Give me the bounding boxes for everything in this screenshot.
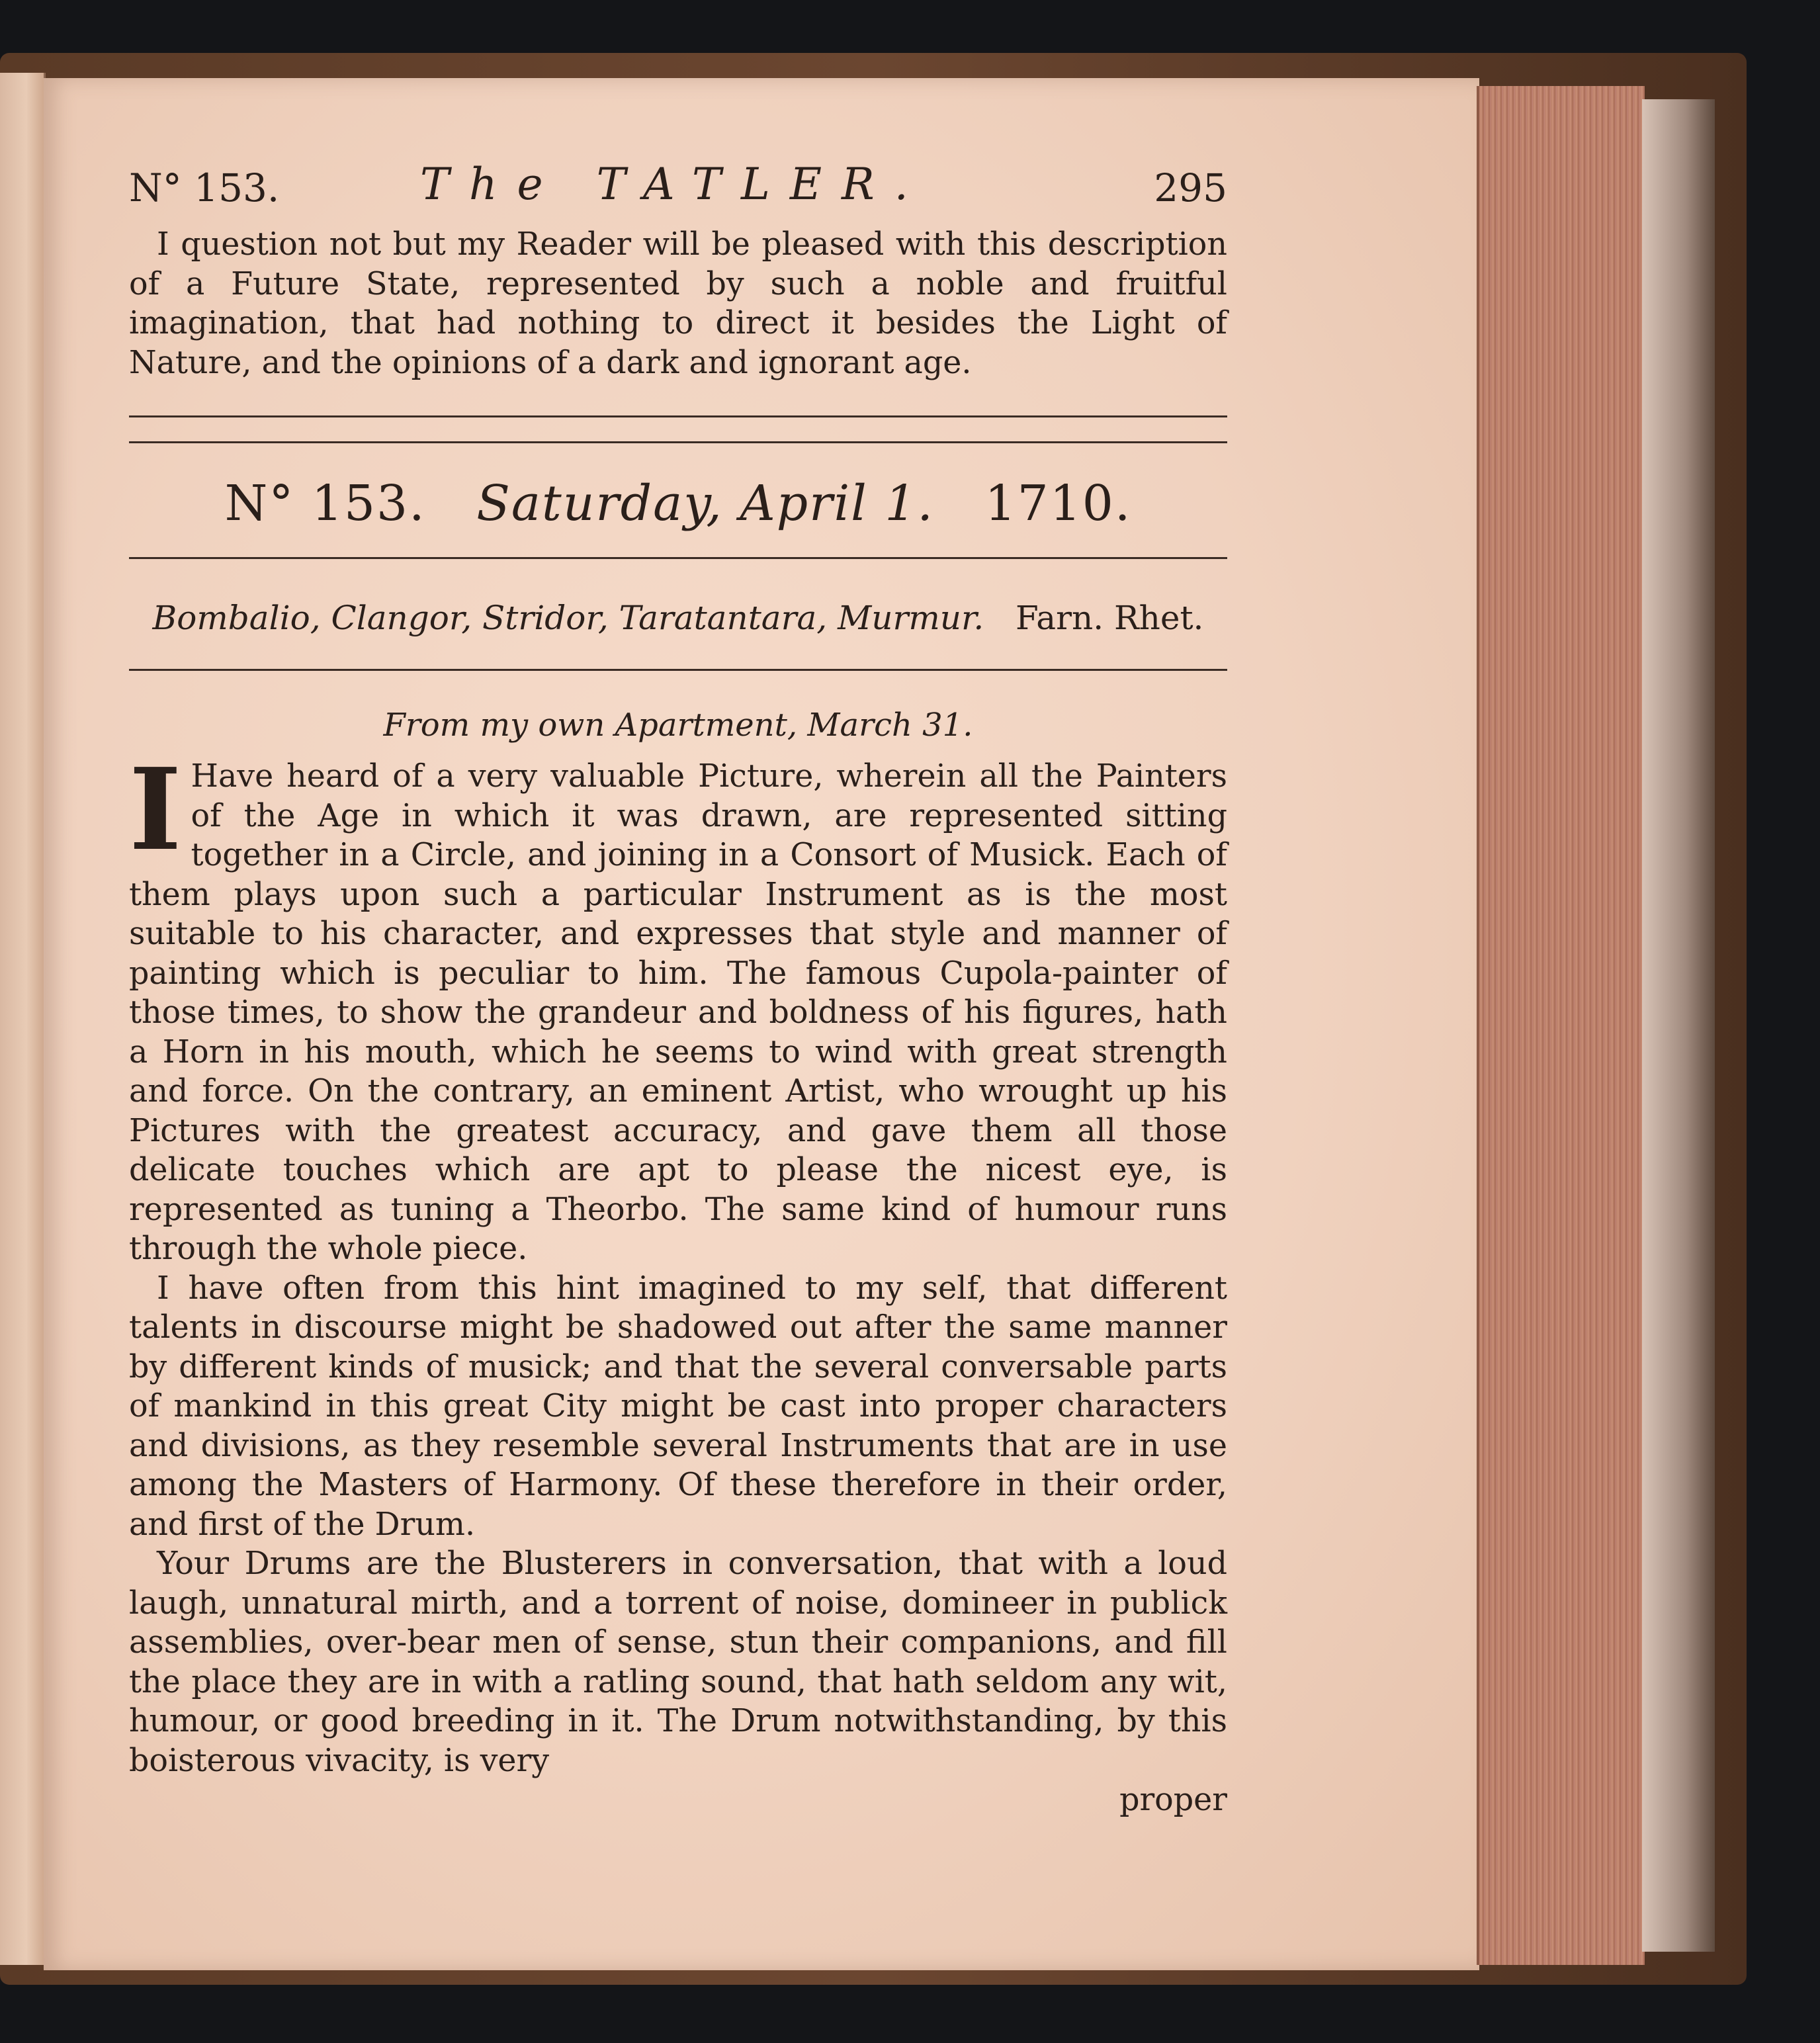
dateline: From my own Apartment, March 31. — [383, 707, 973, 744]
motto — [129, 599, 1227, 637]
page-content — [129, 152, 1227, 1820]
paragraph-2: I have often from this hint imagined to my self, that different talents in discourse might be shadowed out after the same manner by different kinds of musick; and that the several conversable parts of mankind in this great City might be cast into proper characters and divisions, as they resemble several Instruments that are in use among the Masters of Harmony. Of these therefore in their order, and first of the Drum. — [129, 1270, 1227, 1543]
page-fore-edge — [1477, 86, 1645, 1965]
issue-year: 1710. — [984, 475, 1132, 532]
paragraph-1-body: Have heard of a very valuable Picture, wherein all the Painters of the Age in which it was drawn, are represented sitting together in a Circle, and joining in a Consort of Musick. Each of them plays upon such a particular Instrument as is the most suitable to his character, and expresses that style and manner of painting which is peculiar to him. The famous Cupola-painter of those times, to show the grandeur and boldness of his figures, hath a Horn in his mouth, which he seems to wind with great strength and force. On the contrary, an eminent Artist, who wrought up his Pictures with the greatest accuracy, and gave them all those delicate touches which are apt to please the nicest eye, is represented as tuning a Theorbo. The same kind of humour runs through the whole piece. — [129, 758, 1227, 1267]
rule-line — [129, 441, 1227, 443]
drop-cap: I — [129, 744, 182, 876]
motto-latin: Bombalio, Clangor, Stridor, Taratantara, Murmur. — [152, 599, 984, 637]
running-head — [129, 152, 1227, 225]
motto-source: Farn. Rhet. — [1016, 599, 1204, 637]
rule-line — [129, 669, 1227, 671]
rule-line — [129, 557, 1227, 559]
running-head-number: N° 153. — [129, 165, 280, 210]
book-edge-shadow — [1642, 99, 1715, 1952]
catchword: proper — [1119, 1782, 1227, 1818]
paragraph-3: Your Drums are the Blusterers in conversation, that with a loud laugh, unnatural mirth, and a torrent of noise, domineer in publick assemblies, over-bear men of sense, stun their companions, and fill the place they are in with a ratling sound, that hath seldom any wit, humour, or good breeding in it. The Drum notwithstanding, by this boisterous vivacity, is very — [129, 1545, 1227, 1779]
rule-line — [129, 415, 1227, 417]
issue-date: Saturday, April 1. — [476, 475, 934, 532]
running-head-title: The TATLER. — [420, 159, 928, 210]
page-number: 295 — [1154, 165, 1227, 210]
intro-paragraph: I question not but my Reader will be pleased with this description of a Future State, represented by such a noble and fruitful imagination, that had nothing to direct it besides the Light of Nature, and the opinions of a dark and ignorant age. — [129, 226, 1227, 381]
issue-number: N° 153. — [224, 475, 426, 532]
paragraph-1 — [129, 744, 1227, 1269]
left-page-edge — [0, 73, 46, 1965]
double-rule — [129, 415, 1227, 443]
issue-heading — [129, 475, 1227, 532]
